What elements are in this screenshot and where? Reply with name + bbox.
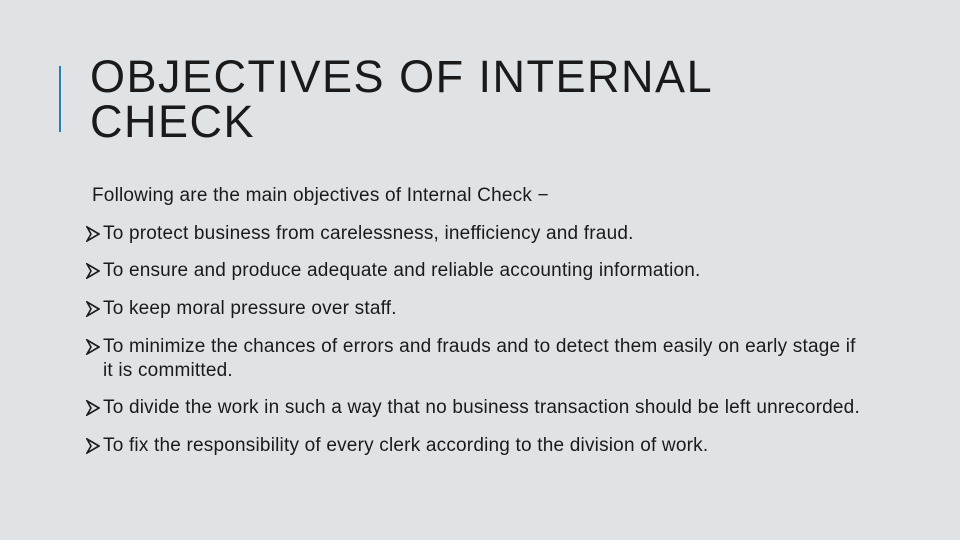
objectives-list xyxy=(86,222,866,472)
intro-text: Following are the main objectives of Internal Check − xyxy=(92,185,549,206)
list-item-text: To protect business from carelessness, inefficiency and fraud. xyxy=(103,223,634,244)
list-item xyxy=(86,396,866,420)
arrowhead-bullet-icon xyxy=(86,263,100,279)
arrowhead-bullet-icon xyxy=(86,226,100,242)
list-item xyxy=(86,222,866,246)
title-line-1: OBJECTIVES OF INTERNAL xyxy=(90,51,714,102)
list-item-text: To ensure and produce adequate and reliable accounting information. xyxy=(103,260,701,281)
list-item-text: To divide the work in such a way that no business transaction should be left unrecorded. xyxy=(103,397,860,418)
list-item-text: To keep moral pressure over staff. xyxy=(103,298,397,319)
list-item-text: To minimize the chances of errors and frauds and to detect them easily on early stage if it is committed. xyxy=(103,336,856,381)
title-accent-bar xyxy=(59,66,61,132)
list-item-text: To fix the responsibility of every clerk according to the division of work. xyxy=(103,435,709,456)
list-item xyxy=(86,434,866,458)
arrowhead-bullet-icon xyxy=(86,400,100,416)
list-item xyxy=(86,297,866,321)
arrowhead-bullet-icon xyxy=(86,339,100,355)
arrowhead-bullet-icon xyxy=(86,438,100,454)
title-line-2: CHECK xyxy=(90,96,256,147)
list-item xyxy=(86,259,866,283)
arrowhead-bullet-icon xyxy=(86,301,100,317)
slide-title xyxy=(90,51,910,147)
list-item xyxy=(86,335,866,383)
